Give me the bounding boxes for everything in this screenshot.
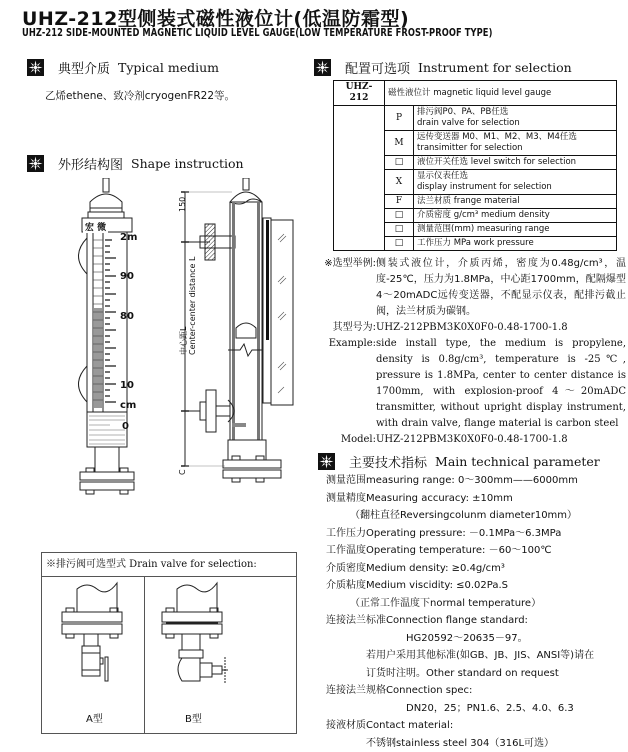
scale-label-10: 10	[120, 380, 134, 391]
page-title-cn: UHZ-212型侧装式磁性液位计(低温防霜型)	[22, 4, 409, 31]
dimension-center-cn: 中心距L	[178, 327, 189, 355]
param-line: 工作温度Operating temperature: －60～100℃	[326, 542, 594, 560]
scale-label-90: 90	[120, 271, 134, 282]
option-en: drain valve for selection	[417, 118, 613, 129]
option-cell: 法兰材质 frange material	[414, 195, 617, 209]
param-line: 接液材质Contact material:	[326, 717, 594, 735]
param-line: 连接法兰规格Connection spec:	[326, 682, 594, 700]
dimension-center-en: Center-center distance L	[188, 257, 197, 355]
option-cell: 工作压力 MPa work pressure	[414, 237, 617, 251]
param-line: 工作压力Operating pressure: －0.1MPa～6.3MPa	[326, 525, 594, 543]
page-title-en: UHZ-212 SIDE-MOUNTED MAGNETIC LIQUID LEVEL GAUGE(LOW TEMPERATURE FROST-PROOF TYPE)	[22, 27, 492, 39]
option-cell: 介质密度 g/cm³ medium density	[414, 209, 617, 223]
option-cell	[414, 131, 617, 156]
typical-medium-heading-en: Typical medium	[118, 60, 219, 75]
flower-bullet-icon	[318, 453, 335, 470]
dimension-c: C	[178, 469, 187, 475]
technical-heading	[318, 452, 600, 471]
param-line: 连接法兰标准Connection flange standard:	[326, 612, 594, 630]
option-cn: 远传变送器 M0、M1、M2、M3、M4任选	[417, 132, 613, 143]
model-desc-cell: 磁性液位计 magnetic liquid level gauge	[385, 81, 617, 106]
table-row	[334, 81, 617, 106]
param-line: 介质粘度Medium viscidity: ≤0.02Pa.S	[326, 577, 594, 595]
technical-params	[326, 472, 594, 752]
selection-heading	[314, 58, 572, 77]
code-cell: P	[385, 106, 414, 131]
code-cell: □	[385, 209, 414, 223]
technical-heading-en: Main technical parameter	[435, 454, 600, 469]
blank-cell	[334, 106, 385, 251]
param-line: 订货时注明。Other standard on request	[326, 665, 594, 683]
scale-label-80: 80	[120, 311, 134, 322]
option-cell	[414, 106, 617, 131]
param-line: 介质密度Medium density: ≥0.4g/cm³	[326, 560, 594, 578]
code-cell: M	[385, 131, 414, 156]
typical-medium-heading	[27, 58, 219, 77]
drain-valve-title: ※排污阀可选型式 Drain valve for selection:	[42, 553, 296, 577]
selection-table	[333, 80, 617, 251]
gauge-brand-label: 宏 微	[83, 220, 108, 233]
table-row	[334, 106, 617, 131]
option-cn: 排污阀P0、PA、PB任选	[417, 107, 613, 118]
code-cell: □	[385, 156, 414, 170]
selection-heading-cn: 配置可选项	[345, 58, 410, 77]
example-model-cn-row	[318, 320, 626, 336]
shape-heading	[27, 154, 244, 173]
param-line: DN20，25；PN1.6、2.5、4.0、6.3	[326, 700, 594, 718]
drain-valve-box	[41, 552, 297, 734]
dimension-150: 150	[178, 197, 187, 212]
example-model-en-row	[318, 432, 626, 448]
option-en: transimitter for selection	[417, 143, 613, 154]
drain-type-b-label: B型	[185, 710, 202, 725]
shape-heading-en: Shape instruction	[131, 156, 244, 171]
param-line: （翻柱直径Reversingcolunm diameter10mm）	[326, 507, 594, 525]
selection-heading-en: Instrument for selection	[418, 60, 572, 75]
example-text-cn: 侧装式液位计，介质丙烯，密度为0.48g/cm³，温度-25℃，压力为1.8MPa，中心距1700mm，配隔爆型4～20mADC远传变送器，不配显示仪表，配排污截止阀，法兰材质为碳钢。	[376, 256, 626, 320]
param-line: HG20592～20635－97。	[326, 630, 594, 648]
code-cell: F	[385, 195, 414, 209]
option-cell	[414, 170, 617, 195]
param-line: 测量范围measuring range: 0～300mm——6000mm	[326, 472, 594, 490]
model-value-en: UHZ-212PBM3K0X0F0-0.48-1700-1.8	[376, 432, 626, 448]
example-en-row	[318, 336, 626, 432]
code-cell: □	[385, 237, 414, 251]
code-cell: X	[385, 170, 414, 195]
example-label-en: Example:	[318, 336, 376, 432]
code-cell: □	[385, 223, 414, 237]
example-text-en: side install type, the medium is propylene, density is 0.8g/cm³, temperature is -25℃, pressure is 1.8MPa, center to center distance is 1700mm, with explosion-proof 4～20mADC transmitter, without upright display instrument, with drain valve, flange material is carbon steel	[376, 336, 626, 432]
shape-heading-cn: 外形结构图	[58, 154, 123, 173]
param-line: 测量精度Measuring accuracy: ±10mm	[326, 490, 594, 508]
model-label-en: Model:	[318, 432, 376, 448]
drain-valve-drawing	[42, 577, 296, 707]
flower-bullet-icon	[27, 59, 44, 76]
model-value-cn: UHZ-212PBM3K0X0F0-0.48-1700-1.8	[376, 320, 626, 336]
scale-label-0: 0	[122, 421, 129, 432]
flower-bullet-icon	[314, 59, 331, 76]
model-label-cn: 其型号为:	[318, 320, 376, 336]
drain-type-a-label: A型	[86, 710, 103, 725]
typical-medium-heading-cn: 典型介质	[58, 58, 110, 77]
model-cell: UHZ-212	[334, 81, 385, 106]
flower-bullet-icon	[27, 155, 44, 172]
technical-heading-cn: 主要技术指标	[349, 452, 427, 471]
example-label-cn: ※选型举例:	[318, 256, 376, 320]
param-line: 不锈钢stainless steel 304（316L可选）	[326, 735, 594, 752]
example-cn-row	[318, 256, 626, 320]
param-line: 若用户采用其他标准(如GB、JB、JIS、ANSI等)请在	[326, 647, 594, 665]
option-cn: 显示仪表任选	[417, 171, 613, 182]
param-line: （正常工作温度下normal temperature）	[326, 595, 594, 613]
selection-example	[318, 256, 626, 448]
option-en: display instrument for selection	[417, 182, 613, 193]
typical-medium-text: 乙烯ethene、致冷剂cryogenFR22等。	[45, 88, 235, 103]
scale-label-2m: 2m	[120, 232, 137, 243]
scale-label-cm: cm	[120, 400, 136, 411]
option-cell: 测量范围(mm) measuring range	[414, 223, 617, 237]
option-cell: 液位开关任选 level switch for selection	[414, 156, 617, 170]
